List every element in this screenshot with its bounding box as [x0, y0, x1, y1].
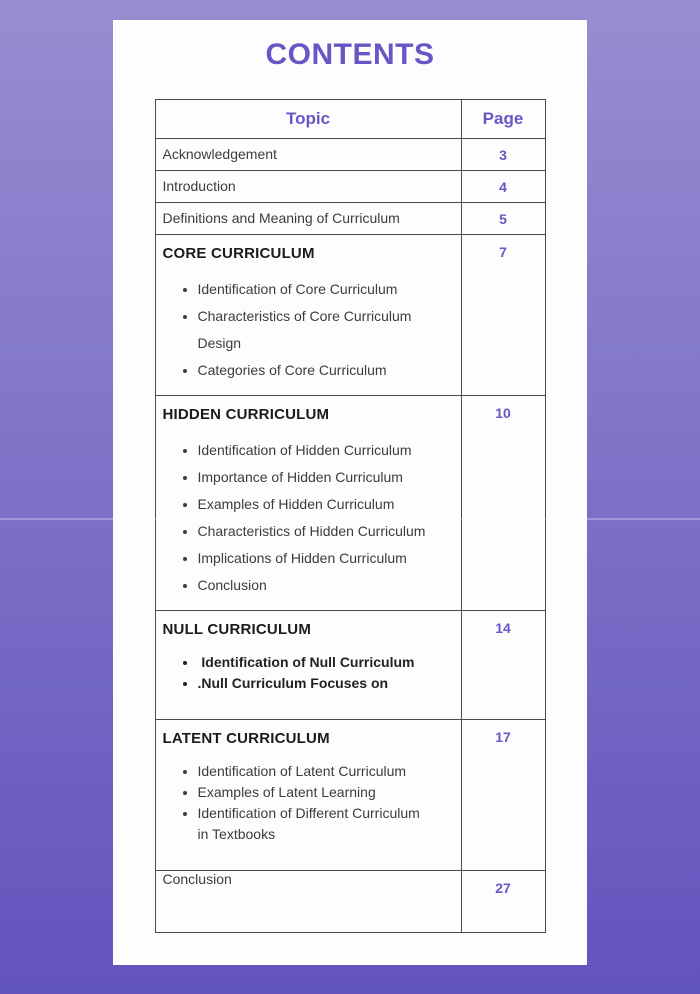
table-row — [155, 235, 545, 396]
page-number: 27 — [495, 880, 511, 896]
bullet-item: • Examples of Latent Learning — [198, 782, 455, 803]
section-title: CORE CURRICULUM — [162, 245, 315, 262]
bullet-item: • Importance of Hidden Curriculum — [198, 464, 455, 491]
bullet-item: • .Null Curriculum Focuses on — [198, 673, 455, 694]
contents-table — [155, 99, 546, 933]
contents-card — [113, 20, 587, 965]
topic-label: Definitions and Meaning of Curriculum — [162, 209, 400, 226]
page-number: 5 — [499, 210, 507, 227]
table-row — [155, 171, 545, 203]
column-header-topic: Topic — [155, 100, 461, 139]
bullet-item: • Characteristics of Core Curriculum Design — [198, 303, 455, 357]
table-row — [155, 611, 545, 720]
column-header-page: Page — [461, 100, 545, 139]
section-title: HIDDEN CURRICULUM — [162, 406, 330, 423]
bullet-item: • Categories of Core Curriculum — [198, 357, 455, 384]
page-title: CONTENTS — [265, 38, 435, 71]
page-number: 14 — [495, 620, 511, 636]
topic-label: Acknowledgement — [162, 145, 277, 162]
bullet-list — [163, 652, 455, 719]
table-row — [155, 139, 545, 171]
topic-label: Conclusion — [162, 871, 232, 887]
bullet-list — [163, 761, 455, 870]
bullet-list — [163, 437, 455, 610]
bullet-item: • Identification of Latent Curriculum — [198, 761, 455, 782]
page-number: 4 — [499, 178, 507, 195]
bullet-item: • Conclusion — [198, 572, 455, 599]
topic-label: Introduction — [162, 177, 236, 194]
page-number: 3 — [499, 146, 507, 163]
bullet-item: • Characteristics of Hidden Curriculum — [198, 518, 455, 545]
section-title: NULL CURRICULUM — [162, 621, 312, 638]
page-number: 10 — [495, 405, 511, 421]
bullet-list — [163, 276, 455, 395]
bullet-item: • Identification of Null Curriculum — [198, 652, 455, 673]
bullet-item: • Implications of Hidden Curriculum — [198, 545, 455, 572]
table-row — [155, 396, 545, 611]
bullet-item: • Identification of Core Curriculum — [198, 276, 455, 303]
table-row — [155, 203, 545, 235]
bullet-item: • Examples of Hidden Curriculum — [198, 491, 455, 518]
table-header-row — [155, 100, 545, 139]
table-row — [155, 871, 545, 933]
bullet-item: • Identification of Hidden Curriculum — [198, 437, 455, 464]
bullet-item: • Identification of Different Curriculum in Textbooks — [198, 803, 455, 845]
contents-table-body — [155, 139, 545, 933]
section-title: LATENT CURRICULUM — [162, 730, 330, 747]
table-row — [155, 720, 545, 871]
page-number: 17 — [495, 729, 511, 745]
page-number: 7 — [499, 244, 507, 260]
